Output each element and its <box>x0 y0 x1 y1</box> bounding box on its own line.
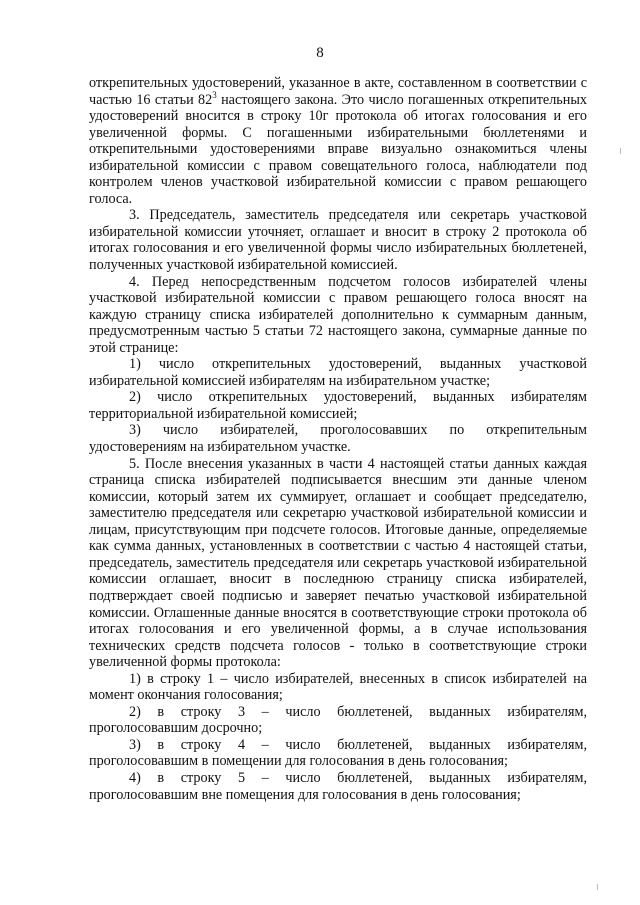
paragraph-8: 1) в строку 1 – число избирателей, внесенных в список избирателей на момент окончания голосования; <box>89 670 587 704</box>
superscript: 3 <box>212 89 217 100</box>
paragraph-3: 4. Перед непосредственным подсчетом голосов избирателей члены участковой избирательной комиссии с правом решающего голоса вносят на каждую страницу списка избирателей дополнительно к суммарным данным, предусмотренным частью 5 статьи 72 настоящего закона, суммарные данные по этой странице: <box>89 273 587 356</box>
paragraph-11: 4) в строку 5 – число бюллетеней, выданных избирателям, проголосовавшим вне помещения для голосования в день голосования; <box>89 769 587 803</box>
paragraph-1 <box>89 75 587 207</box>
paragraph-10: 3) в строку 4 – число бюллетеней, выданных избирателям, проголосовавшим в помещении для голосования в день голосования; <box>89 736 587 770</box>
page-number: 8 <box>316 45 324 61</box>
document-body <box>89 75 587 803</box>
scan-mark-top <box>620 148 621 154</box>
paragraph-4: 1) число открепительных удостоверений, выданных участковой избирательной комиссией избирателям на избирательном участке; <box>89 356 587 389</box>
paragraph-5: 2) число открепительных удостоверений, выданных избирателям территориальной избирательной комиссией; <box>89 389 587 422</box>
paragraph-1-text: открепительных удостоверений, указанное в акте, составленном в соответствии с частью 16 статьи 82 <box>89 75 587 108</box>
paragraph-9: 2) в строку 3 – число бюллетеней, выданных избирателям, проголосовавшим досрочно; <box>89 703 587 737</box>
paragraph-2: 3. Председатель, заместитель председателя или секретарь участковой избирательной комиссии уточняет, оглашает и вносит в строку 2 протокола об итогах голосования и его увеличенной формы число избирательных бюллетеней, полученных участковой избирательной комиссией. <box>89 207 587 274</box>
scan-mark-bottom <box>597 884 598 890</box>
paragraph-6: 3) число избирателей, проголосовавших по открепительным удостоверениям на избирательном участке. <box>89 422 587 456</box>
paragraph-1-tail: настоящего закона. Это число погашенных открепительных удостоверений вносится в строку 10г протокола об итогах голосования и его увеличенной формы. С погашенными избирательными бюллетенями и открепительными удостоверениями вправе визуально ознакомиться члены избирательной комиссии с правом совещательного голоса, наблюдатели под контролем членов участковой избирательной комиссии с правом решающего голоса. <box>89 91 587 207</box>
paragraph-7: 5. После внесения указанных в части 4 настоящей статьи данных каждая страница списка избирателей подписывается внесшим эти данные членом комиссии, который затем их суммирует, оглашает и сообщает председателю, заместителю председателя или секретарю участковой избирательной комиссии и лицам, присутствующим при подсчете голосов. Итоговые данные, определяемые как сумма данных, установленных в соответствии с частью 4 настоящей статьи, председатель, заместитель председателя или секретарь участковой избирательной комиссии оглашает, вносит в последнюю страницу списка избирателей, подтверждает своей подписью и заверяет печатью участковой избирательной комиссии. Оглашенные данные вносятся в соответствующие строки протокола об итогах голосования и его увеличенной формы, а в случае использования технических средств подсчета голосов - только в соответствующие строки увеличенной формы протокола: <box>89 455 587 671</box>
